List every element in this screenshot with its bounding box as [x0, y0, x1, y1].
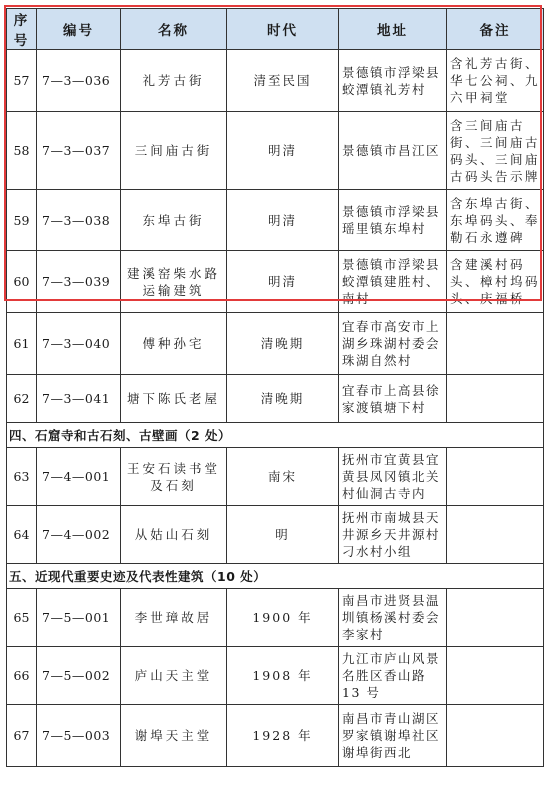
- serial-number: 61: [7, 313, 37, 375]
- site-era-line: 1900 年: [252, 610, 313, 625]
- site-address-line: 宜春市上高县徐: [342, 382, 441, 398]
- site-code: 7—5—003: [37, 705, 121, 767]
- serial-number: 60: [7, 251, 37, 313]
- table-row: [7, 251, 544, 313]
- site-name-line: 傅种孙宅: [142, 336, 205, 351]
- site-address-line: 井源乡天井源村: [342, 527, 441, 542]
- site-address: [339, 313, 447, 375]
- site-era-line: 明清: [267, 274, 297, 289]
- site-note-line: 头、庆福桥: [450, 291, 526, 306]
- site-code: 7—4—002: [37, 506, 121, 564]
- site-era-line: 清晚期: [260, 391, 305, 406]
- site-name-line: 礼芳古街: [142, 73, 205, 88]
- site-era-line: 南宋: [267, 469, 297, 484]
- site-address-line: 珠湖自然村: [342, 353, 413, 368]
- site-note: [447, 506, 544, 564]
- site-address-line: 景德镇市浮梁县: [342, 204, 441, 219]
- site-note-line: 含建溪村码: [450, 257, 526, 272]
- site-note-line: 东埠码头、奉: [450, 212, 541, 228]
- site-address-line: 瑶里镇东埠村: [342, 221, 427, 236]
- section-row: [7, 423, 544, 448]
- site-era: [227, 313, 339, 375]
- table-header-row: [7, 9, 544, 50]
- site-era: [227, 448, 339, 506]
- table-row: [7, 112, 544, 190]
- site-name-line: 从姑山石刻: [134, 527, 213, 542]
- site-note-line: 古码头告示牌: [450, 168, 541, 184]
- section-title: 四、石窟寺和古石刻、古壁画（2 处）: [7, 423, 544, 448]
- site-address-line: 抚州市南城县天: [342, 510, 441, 525]
- site-address-line: 罗家镇谢埠社区: [342, 728, 441, 743]
- site-address-line: 蛟潭镇建胜村、: [342, 274, 441, 289]
- header-note: 备注: [447, 9, 544, 50]
- site-address: [339, 647, 447, 705]
- serial-number: 59: [7, 190, 37, 251]
- serial-number: 63: [7, 448, 37, 506]
- site-era: [227, 50, 339, 112]
- site-era-line: 明: [275, 527, 290, 542]
- serial-number: 58: [7, 112, 37, 190]
- site-era: [227, 705, 339, 767]
- site-note: [447, 313, 544, 375]
- site-address-line: 圳镇杨溪村委会: [342, 610, 441, 625]
- site-address: [339, 190, 447, 251]
- site-era-line: 明清: [267, 143, 297, 158]
- site-name: [121, 589, 227, 647]
- site-code: 7—5—001: [37, 589, 121, 647]
- site-note-line: 码头、三间庙: [450, 151, 541, 167]
- site-note-line: 街、三间庙古: [450, 134, 541, 150]
- table-row: [7, 705, 544, 767]
- site-name-line: 王安石读书堂: [126, 460, 220, 476]
- section-row: [7, 564, 544, 589]
- site-address-line: 宜春市高安市上: [342, 319, 441, 334]
- site-name-line: 东埠古街: [142, 212, 205, 228]
- site-note: [447, 112, 544, 190]
- site-address: [339, 448, 447, 506]
- site-code: 7—3—038: [37, 190, 121, 251]
- site-note: [447, 589, 544, 647]
- site-address-line: 九江市庐山风景: [342, 651, 441, 666]
- site-address-line: 名胜区香山路: [342, 668, 427, 683]
- table-row: [7, 313, 544, 375]
- table-row: [7, 50, 544, 112]
- site-name: [121, 448, 227, 506]
- site-note-line: 含东埠古街、: [450, 195, 541, 211]
- site-address-line: 南昌市进贤县温: [342, 593, 441, 608]
- site-note-line: 含礼芳古街、: [450, 56, 541, 71]
- table-row: [7, 375, 544, 423]
- site-address: [339, 112, 447, 190]
- serial-number: 66: [7, 647, 37, 705]
- site-note-line: 六甲祠堂: [450, 90, 511, 105]
- header-no: 序号: [7, 9, 37, 50]
- site-address: [339, 375, 447, 423]
- site-era-line: 1908 年: [252, 668, 313, 683]
- table-row: [7, 589, 544, 647]
- site-name-line: 建溪窑柴水路: [126, 265, 220, 281]
- site-code: 7—3—040: [37, 313, 121, 375]
- site-address-line: 谢埠街西北: [342, 745, 413, 760]
- site-note-line: 头、樟村坞码: [450, 274, 541, 289]
- site-name-line: 李世璋故居: [134, 610, 213, 625]
- site-address-line: 景德镇市浮梁县: [342, 64, 441, 80]
- site-name-line: 塘下陈氏老屋: [126, 391, 220, 406]
- site-note-line: 华七公祠、九: [450, 73, 541, 88]
- site-code: 7—3—037: [37, 112, 121, 190]
- site-name: [121, 112, 227, 190]
- site-address-line: 景德镇市昌江区: [342, 143, 441, 158]
- site-name: [121, 251, 227, 313]
- site-name: [121, 506, 227, 564]
- site-name: [121, 647, 227, 705]
- site-address-line: 村仙洞古寺内: [342, 486, 427, 501]
- site-code: 7—5—002: [37, 647, 121, 705]
- site-address: [339, 50, 447, 112]
- site-era-line: 明清: [267, 212, 297, 228]
- site-era-line: 清晚期: [260, 336, 305, 351]
- site-era: [227, 647, 339, 705]
- site-name-line: 及石刻: [150, 477, 197, 493]
- site-address-line: 景德镇市浮梁县: [342, 257, 441, 272]
- header-code: 编号: [37, 9, 121, 50]
- site-code: 7—3—041: [37, 375, 121, 423]
- site-era: [227, 506, 339, 564]
- serial-number: 67: [7, 705, 37, 767]
- site-code: 7—4—001: [37, 448, 121, 506]
- site-note: [447, 705, 544, 767]
- site-name-line: 庐山天主堂: [134, 668, 213, 683]
- site-address-line: 湖乡珠湖村委会: [342, 336, 441, 351]
- table-body: [7, 50, 544, 767]
- site-address-line: 南昌市青山湖区: [342, 711, 441, 726]
- table-row: [7, 448, 544, 506]
- site-address: [339, 705, 447, 767]
- serial-number: 62: [7, 375, 37, 423]
- site-code: 7—3—036: [37, 50, 121, 112]
- site-address-line: 蛟潭镇礼芳村: [342, 81, 427, 97]
- site-era-line: 1928 年: [252, 728, 313, 743]
- site-era: [227, 190, 339, 251]
- site-address-line: 南村: [342, 291, 371, 306]
- header-era: 时代: [227, 9, 339, 50]
- site-name: [121, 705, 227, 767]
- site-note: [447, 448, 544, 506]
- site-era: [227, 251, 339, 313]
- site-address: [339, 506, 447, 564]
- site-note-line: 含三间庙古: [450, 117, 526, 133]
- site-address: [339, 251, 447, 313]
- section-title: 五、近现代重要史迹及代表性建筑（10 处）: [7, 564, 544, 589]
- table-row: [7, 506, 544, 564]
- table-row: [7, 190, 544, 251]
- site-address-line: 黄县凤冈镇北关: [342, 469, 441, 484]
- site-name-line: 三间庙古街: [134, 143, 213, 158]
- table-row: [7, 647, 544, 705]
- site-era: [227, 375, 339, 423]
- site-address-line: 13 号: [342, 685, 381, 700]
- site-name: [121, 190, 227, 251]
- site-note: [447, 50, 544, 112]
- site-address-line: 家渡镇塘下村: [342, 399, 427, 415]
- site-era: [227, 112, 339, 190]
- site-address-line: 刁水村小组: [342, 544, 413, 559]
- site-name: [121, 313, 227, 375]
- header-address: 地址: [339, 9, 447, 50]
- serial-number: 64: [7, 506, 37, 564]
- site-note: [447, 251, 544, 313]
- site-note-line: 勒石永遵碑: [450, 229, 526, 245]
- site-name-line: 谢埠天主堂: [134, 728, 213, 743]
- site-era-line: 清至民国: [253, 73, 312, 88]
- site-name: [121, 50, 227, 112]
- site-note: [447, 190, 544, 251]
- site-address-line: 李家村: [342, 627, 385, 642]
- site-address: [339, 589, 447, 647]
- serial-number: 57: [7, 50, 37, 112]
- site-code: 7—3—039: [37, 251, 121, 313]
- site-address-line: 抚州市宜黄县宜: [342, 452, 441, 467]
- header-name: 名称: [121, 9, 227, 50]
- site-note: [447, 647, 544, 705]
- site-note: [447, 375, 544, 423]
- heritage-table: [6, 8, 544, 767]
- site-name-line: 运输建筑: [142, 282, 205, 298]
- site-era: [227, 589, 339, 647]
- serial-number: 65: [7, 589, 37, 647]
- site-name: [121, 375, 227, 423]
